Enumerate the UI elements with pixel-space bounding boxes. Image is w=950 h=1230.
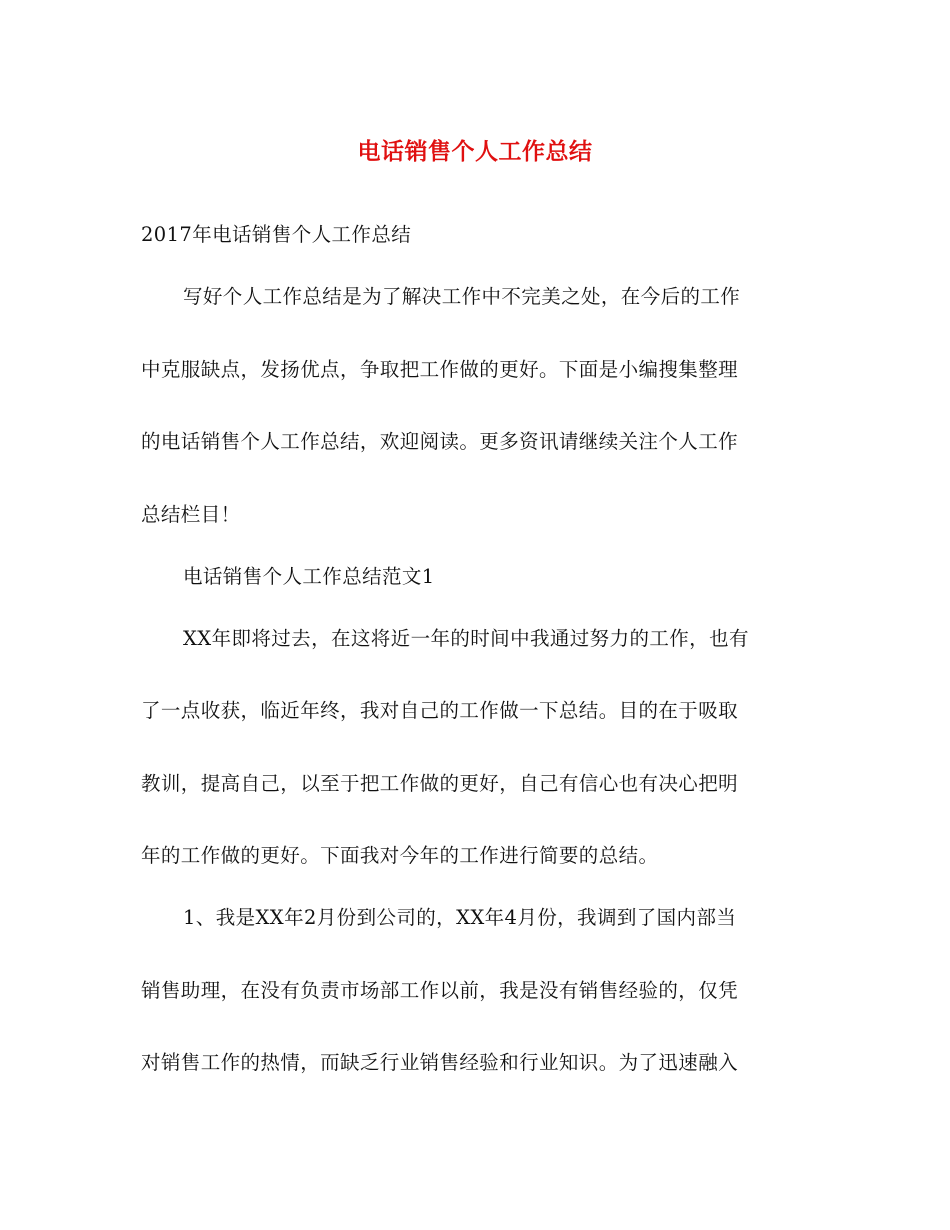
paragraph-line: 写好个人工作总结是为了解决工作中不完美之处，在今后的工作 bbox=[183, 285, 741, 308]
paragraph-line: 教训，提高自己，以至于把工作做的更好，自己有信心也有决心把明 bbox=[141, 772, 739, 795]
paragraph-line: XX年即将过去，在这将近一年的时间中我通过努力的工作，也有 bbox=[183, 627, 749, 650]
paragraph-line: 了一点收获，临近年终，我对自己的工作做一下总结。目的在于吸取 bbox=[141, 699, 739, 722]
paragraph-line: 中克服缺点，发扬优点，争取把工作做的更好。下面是小编搜集整理 bbox=[141, 358, 739, 381]
paragraph-line: 销售助理，在没有负责市场部工作以前，我是没有销售经验的，仅凭 bbox=[141, 979, 739, 1002]
paragraph-line: 1、我是XX年2月份到公司的，XX年4月份，我调到了国内部当 bbox=[183, 906, 737, 929]
paragraph-line: 的电话销售个人工作总结，欢迎阅读。更多资讯请继续关注个人工作 bbox=[141, 430, 739, 453]
paragraph-line: 总结栏目！ bbox=[141, 503, 241, 526]
subtitle-line: 2017年电话销售个人工作总结 bbox=[141, 223, 412, 246]
document-title: 电话销售个人工作总结 bbox=[357, 138, 593, 165]
paragraph-line: 对销售工作的热情，而缺乏行业销售经验和行业知识。为了迅速融入 bbox=[141, 1051, 739, 1074]
paragraph-line: 年的工作做的更好。下面我对今年的工作进行简要的总结。 bbox=[141, 844, 659, 867]
section-heading: 电话销售个人工作总结范文1 bbox=[183, 565, 435, 588]
